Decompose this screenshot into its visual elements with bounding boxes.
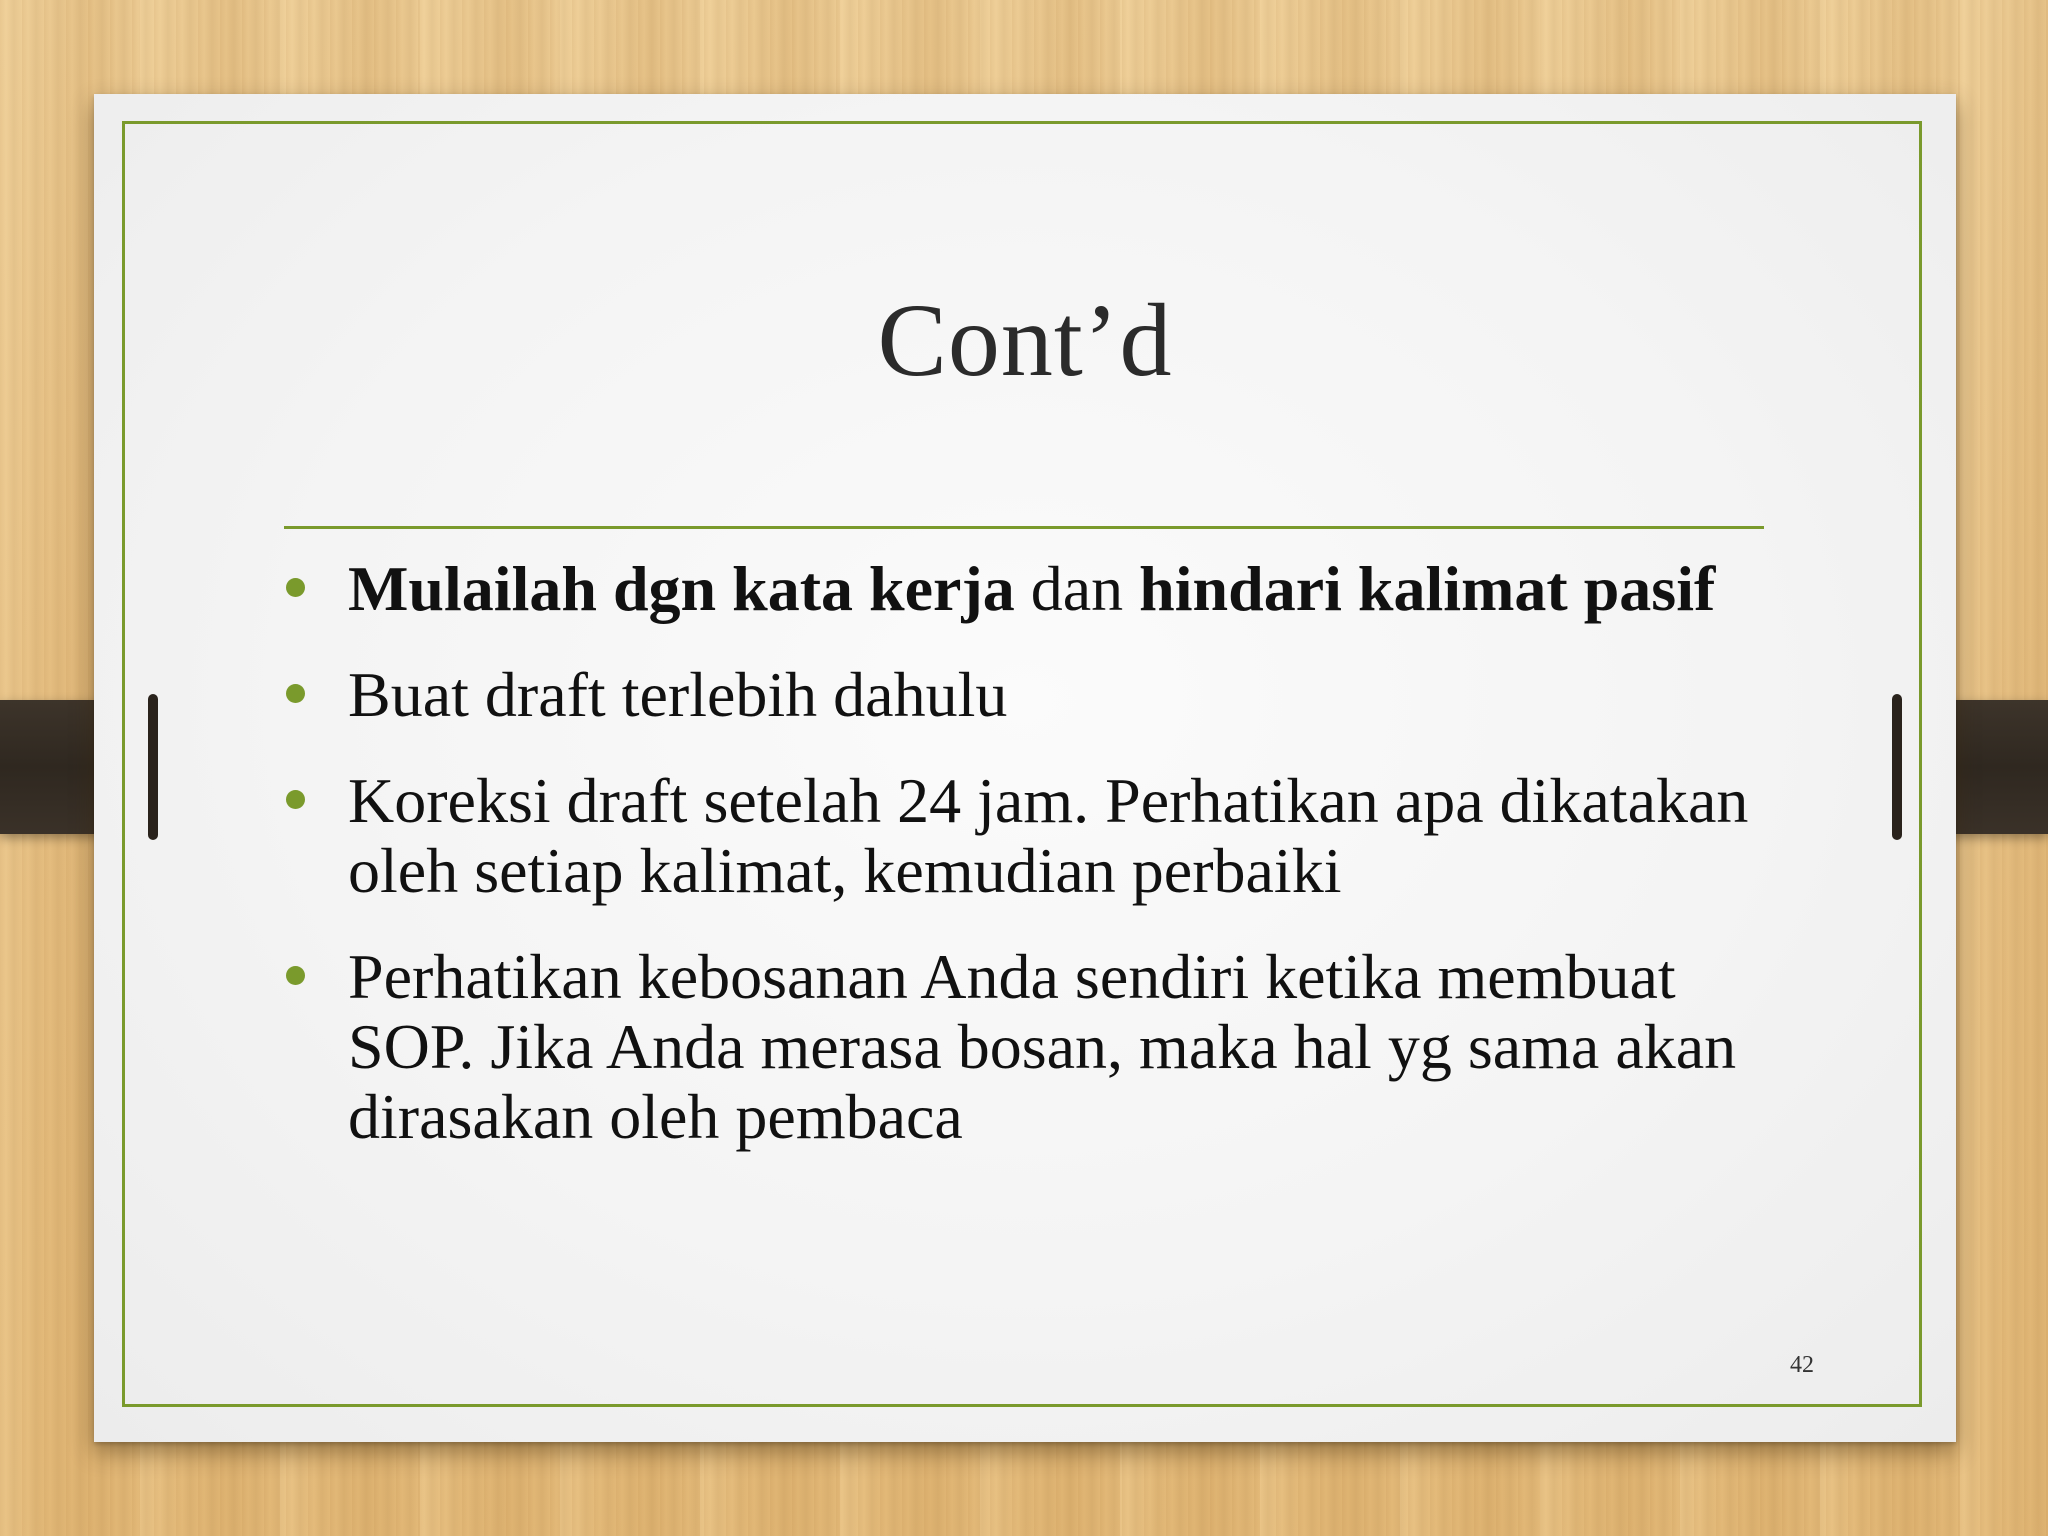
bullet-bold-text: hindari kalimat pasif: [1139, 553, 1716, 624]
bullet-item: [284, 660, 1784, 730]
title-divider: [284, 526, 1764, 529]
bullet-list: [284, 554, 1784, 1188]
bullet-icon: [286, 684, 305, 703]
bullet-icon: [286, 578, 305, 597]
bullet-item: [284, 554, 1784, 624]
right-strap-cap: [1892, 694, 1902, 840]
bullet-item: [284, 766, 1784, 906]
bullet-text: Koreksi draft setelah 24 jam. Perhatikan apa dikatakan oleh setiap kalimat, kemudian perbaiki: [348, 765, 1749, 906]
bullet-text: Buat draft terlebih dahulu: [348, 659, 1008, 730]
bullet-text: Perhatikan kebosanan Anda sendiri ketika membuat SOP. Jika Anda merasa bosan, maka hal yg sama akan dirasakan oleh pembaca: [348, 941, 1737, 1152]
bullet-text: dan: [1014, 553, 1140, 624]
bullet-icon: [286, 966, 305, 985]
slide-title: Cont’d: [877, 283, 1173, 398]
left-strap-cap: [148, 694, 158, 840]
bullet-item: [284, 942, 1784, 1152]
slide-paper: [94, 94, 1956, 1442]
page-number: 42: [1790, 1352, 1814, 1378]
bullet-icon: [286, 790, 305, 809]
bullet-bold-text: Mulailah dgn kata kerja: [348, 553, 1015, 624]
